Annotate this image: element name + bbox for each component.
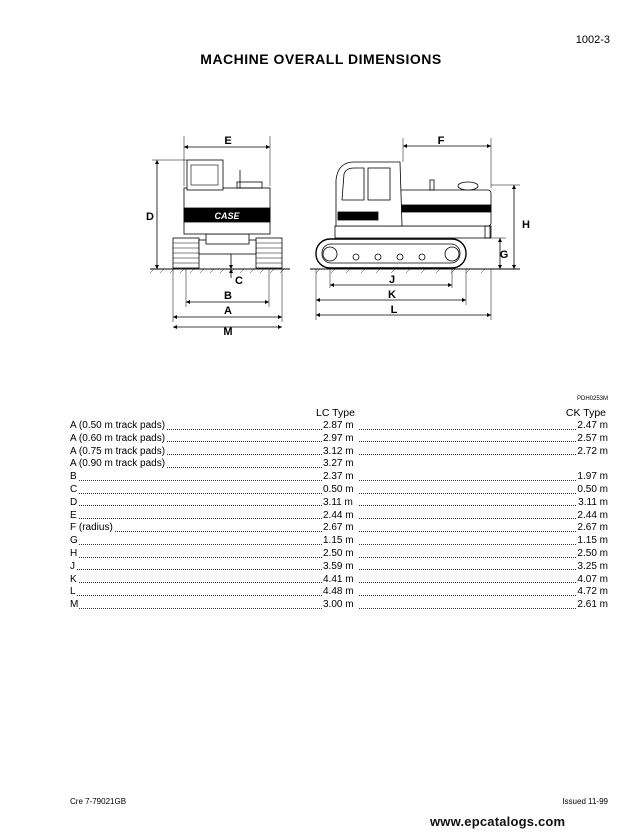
row-label: G [70,535,78,547]
watermark: www.epcatalogs.com [430,814,566,829]
ck-value: 3.11 m [578,496,608,508]
lc-value: 2.67 m [322,522,359,535]
dim-label-k: K [388,289,396,301]
lc-value: 2.37 m [322,471,359,484]
lc-value: 3.00 m [322,599,359,612]
table-row [70,574,608,587]
lc-value: 3.27 m [322,458,359,471]
dim-label-d: D [146,211,154,223]
ck-value: 2.47 m [577,420,608,431]
table-row [70,484,608,497]
footer-document-code: Cre 7-79021GB [70,797,127,806]
table-row [70,446,608,459]
table-row [70,471,608,484]
ck-value: 2.50 m [577,547,608,559]
ck-value: 1.15 m [577,535,608,547]
page-number: 1002-3 [575,34,610,46]
row-label: E [70,509,77,521]
dot-leader [356,454,608,455]
dim-label-e: E [224,135,232,147]
lc-value: 2.44 m [322,510,359,523]
dot-leader [70,493,350,494]
row-label: B [70,471,77,483]
dot-leader [70,480,350,481]
table-row [70,510,608,523]
dot-leader [70,608,350,609]
lc-value: 3.11 m [322,497,359,510]
row-label: D [70,496,78,508]
ck-value: 1.97 m [577,471,608,483]
machine-dimensions-diagram [140,130,540,340]
dot-leader [70,582,350,583]
dot-leader [356,569,608,570]
row-label: A (0.60 m track pads) [70,432,166,444]
dot-leader [356,441,608,442]
ck-value: 0.50 m [577,483,608,495]
dim-label-c: C [235,275,243,287]
dot-leader [356,531,608,532]
lc-value: 2.87 m [322,420,359,433]
dot-leader [70,505,350,506]
dot-leader [70,518,350,519]
dot-leader [70,557,350,558]
row-label: A (0.75 m track pads) [70,445,166,457]
row-label: H [70,547,78,559]
table-row [70,535,608,548]
column-header-lc: LC Type [316,407,355,419]
table-row [70,458,608,471]
table-row [70,420,608,433]
lc-value: 0.50 m [322,484,359,497]
row-label: K [70,573,77,585]
dim-label-j: J [388,274,396,286]
dot-leader [356,493,608,494]
dot-leader [356,544,608,545]
model-logo-text: 1188 [452,207,468,214]
table-row [70,522,608,535]
dot-leader [356,518,608,519]
dot-leader [356,480,608,481]
dim-label-b: B [224,290,232,302]
table-row [70,548,608,561]
table-row [70,586,608,599]
lc-value: 2.97 m [322,433,359,446]
dim-label-m: M [223,326,233,338]
ck-value: 4.72 m [577,586,608,598]
ck-value: 2.72 m [577,445,608,457]
page-title: MACHINE OVERALL DIMENSIONS [200,51,442,67]
dot-leader [70,569,350,570]
dim-label-h: H [522,219,530,231]
column-header-ck: CK Type [565,407,606,419]
ck-value: 2.67 m [577,522,608,534]
ck-value: 2.44 m [577,509,608,521]
dot-leader [70,544,350,545]
ck-value: 2.57 m [577,432,608,444]
dim-label-g: G [499,249,509,261]
lc-value: 1.15 m [322,535,359,548]
row-label: L [70,586,76,598]
table-row [70,433,608,446]
row-label: A (0.90 m track pads) [70,458,166,470]
dim-label-f: F [437,135,445,147]
ck-value: 2.61 m [577,599,608,611]
row-label: A (0.50 m track pads) [70,420,166,431]
dot-leader [356,505,608,506]
table-row [70,497,608,510]
table-row [70,561,608,574]
lc-value: 2.50 m [322,548,359,561]
table-row [70,599,608,612]
dimensions-table [70,420,608,612]
lc-value: 3.59 m [322,561,359,574]
row-label: J [70,560,75,572]
dot-leader [356,582,608,583]
dot-leader [356,595,608,596]
lc-value: 4.48 m [322,586,359,599]
dot-leader [356,608,608,609]
lc-value: 4.41 m [322,574,359,587]
footer-issue-date: Issued 11-99 [562,797,608,806]
dot-leader [356,557,608,558]
row-label: F (radius) [70,522,113,534]
dim-label-a: A [224,305,232,317]
brand-logo-text: CASE [214,211,240,221]
row-label: C [70,483,78,495]
dim-label-l: L [390,304,398,316]
figure-reference-code: PDH0253M [576,396,608,402]
ck-value: 3.25 m [577,560,608,572]
dot-leader [356,429,608,430]
lc-value: 3.12 m [322,446,359,459]
ck-value: 4.07 m [577,573,608,585]
dot-leader [70,595,350,596]
row-label: M [70,599,79,611]
